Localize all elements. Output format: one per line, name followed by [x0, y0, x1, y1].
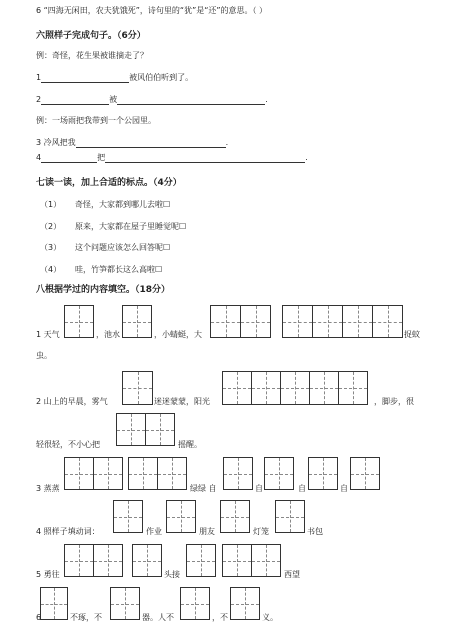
fill-4-grid-d[interactable] [275, 500, 305, 533]
fill-2-text-d: 轻很轻，不小心把 [36, 440, 100, 449]
sentence-1 [36, 72, 193, 83]
question-6: 6 “四海无闲田，农夫犹饿死”，诗句里的“犹”是“还”的意思。（ ） [36, 6, 268, 15]
sentence-4-end: . [305, 153, 308, 162]
fill-5-grid-d[interactable] [222, 544, 281, 577]
punct-item-4-text: 哇，竹笋都长这么高啦☐ [75, 265, 163, 274]
fill-6-text-e: 义。 [262, 613, 278, 622]
fill-1-text-c: ，小蜻蜓，大 [154, 330, 202, 339]
section-8-title: 八根据学过的内容填空。（18分） [36, 285, 171, 295]
fill-1-grid-b[interactable] [122, 305, 152, 338]
fill-3-grid-b[interactable] [128, 457, 187, 490]
sentence-4-mid: 把 [97, 153, 106, 162]
punct-item-3-num: （3） [40, 243, 62, 252]
punct-item-4 [40, 264, 162, 275]
fill-3-grid-d[interactable] [264, 457, 294, 490]
fill-5-text-a: 5 勇往 [36, 570, 60, 579]
fill-3-grid-c[interactable] [223, 457, 253, 490]
fill-4-text-e: 书包 [307, 527, 323, 536]
fill-3-grid-f[interactable] [350, 457, 380, 490]
sentence-4-blank-a[interactable] [41, 153, 97, 163]
fill-6-text-a: 6 [36, 613, 42, 622]
section-7-title: 七读一读，加上合适的标点。（4分） [36, 178, 182, 188]
sentence-2 [36, 94, 268, 105]
fill-2-text-c: ，脚步，很 [374, 397, 414, 406]
sentence-3-text: 3 冷风把我 [36, 138, 76, 147]
fill-1-text-b: ，池水 [96, 330, 120, 339]
fill-6-text-c: 器。人不 [142, 613, 174, 622]
example-2: 例：一场雨把我带到一个公园里。 [36, 116, 156, 125]
fill-5-text-c: 西望 [284, 570, 300, 579]
fill-5-text-b: 头接 [164, 570, 180, 579]
fill-3-grid-a[interactable] [64, 457, 123, 490]
fill-6-text-d: ，不 [212, 613, 228, 622]
fill-4-text-d: 灯笼 [253, 527, 269, 536]
fill-6-text-b: 不琢，不 [70, 613, 102, 622]
fill-4-grid-b[interactable] [166, 500, 196, 533]
fill-3-text-d: 自 [298, 484, 306, 493]
fill-2-text-e: 摇醒。 [178, 440, 202, 449]
sentence-4-num: 4 [36, 153, 42, 162]
punct-item-3-text: 这个问题应该怎么回答呢☐ [75, 243, 171, 252]
fill-2-grid-a[interactable] [122, 371, 153, 405]
fill-4-text-b: 作业 [146, 527, 162, 536]
fill-4-grid-c[interactable] [220, 500, 250, 533]
fill-3-text-c: 自 [255, 484, 263, 493]
fill-1-grid-c[interactable] [210, 305, 271, 338]
fill-4-text-a: 4 照样子填动词： [36, 527, 100, 536]
punct-item-1-text: 奇怪，大家都到哪儿去啦☐ [75, 200, 171, 209]
fill-2-text-a: 2 山上的早晨，雾气 [36, 397, 108, 406]
fill-2-grid-b[interactable] [222, 371, 368, 405]
sentence-2-blank-b[interactable] [117, 95, 265, 105]
fill-4-grid-a[interactable] [113, 500, 143, 533]
example-1: 例：奇怪，花生果被谁摘走了？ [36, 51, 148, 60]
punct-item-3 [40, 242, 170, 253]
fill-6-grid-d[interactable] [230, 587, 260, 620]
fill-2-grid-c[interactable] [116, 413, 175, 446]
sentence-1-blank[interactable] [41, 73, 129, 83]
punct-item-4-num: （4） [40, 265, 62, 274]
fill-3-text-a: 3 蒸蒸 [36, 484, 60, 493]
sentence-1-num: 1 [36, 73, 42, 82]
fill-5-grid-a[interactable] [64, 544, 123, 577]
sentence-3-end: . [225, 138, 229, 147]
fill-1-grid-a[interactable] [64, 305, 94, 338]
sentence-2-end: . [265, 95, 268, 104]
punct-item-1 [40, 199, 170, 210]
fill-3-grid-e[interactable] [308, 457, 338, 490]
sentence-1-tail: 被风伯伯听到了。 [129, 73, 194, 82]
fill-1-text-a: 1 天气 [36, 330, 60, 339]
fill-3-text-b: 绿绿 自 [190, 484, 217, 493]
punct-item-1-num: （1） [40, 200, 62, 209]
fill-6-grid-a[interactable] [40, 587, 68, 620]
fill-2-text-b: 迷迷蒙蒙，阳光 [154, 397, 210, 406]
punct-item-2-num: （2） [40, 222, 62, 231]
sentence-2-mid: 被 [109, 95, 118, 104]
punct-item-2 [40, 221, 186, 232]
fill-6-grid-b[interactable] [110, 587, 140, 620]
sentence-3-blank[interactable] [76, 138, 226, 148]
fill-5-grid-c[interactable] [186, 544, 216, 577]
sentence-4-blank-b[interactable] [105, 153, 305, 163]
fill-3-text-e: 自 [340, 484, 348, 493]
sentence-3 [36, 137, 228, 148]
fill-6-grid-c[interactable] [180, 587, 210, 620]
sentence-4 [36, 152, 308, 163]
section-6-title: 六照样子完成句子。（6分） [36, 31, 146, 41]
fill-1-text-d: 捉蚊 [404, 330, 420, 339]
fill-1-text-e: 虫。 [36, 351, 52, 360]
fill-1-grid-d[interactable] [282, 305, 403, 338]
fill-4-text-c: 朋友 [199, 527, 215, 536]
sentence-2-blank-a[interactable] [41, 95, 109, 105]
punct-item-2-text: 原来，大家都在屋子里睡觉呢☐ [75, 222, 187, 231]
sentence-2-num: 2 [36, 95, 42, 104]
fill-5-grid-b[interactable] [132, 544, 162, 577]
